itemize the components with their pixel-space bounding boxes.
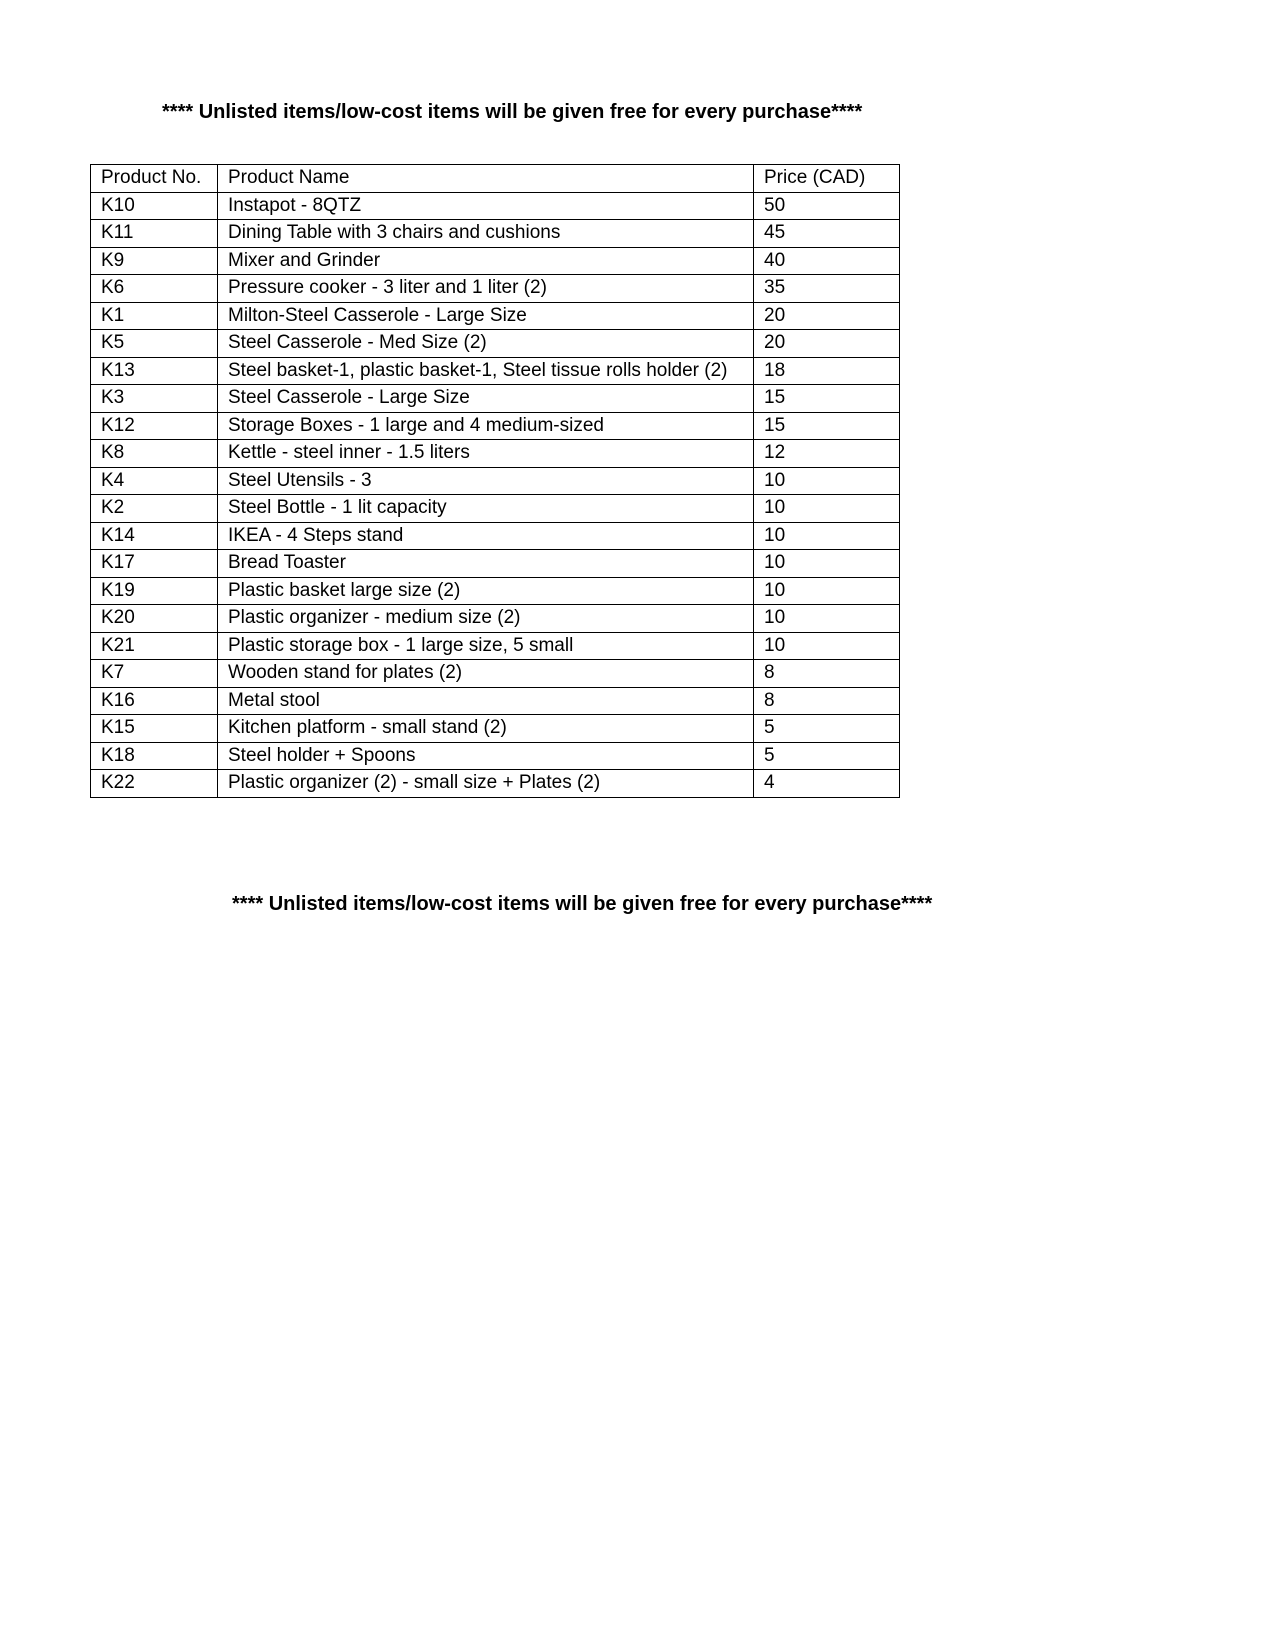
- product-no-cell: K14: [91, 522, 218, 550]
- product-name-cell: Steel Casserole - Large Size: [218, 385, 754, 413]
- price-cell: 18: [754, 357, 900, 385]
- product-name-cell: Steel Casserole - Med Size (2): [218, 330, 754, 358]
- price-cell: 35: [754, 275, 900, 303]
- product-no-cell: K16: [91, 687, 218, 715]
- price-cell: 10: [754, 550, 900, 578]
- product-name-cell: Plastic organizer - medium size (2): [218, 605, 754, 633]
- table-row: [91, 715, 900, 743]
- price-cell: 20: [754, 302, 900, 330]
- product-price-table: [90, 164, 900, 798]
- price-cell: 8: [754, 687, 900, 715]
- product-no-cell: K18: [91, 742, 218, 770]
- free-items-notice-bottom: **** Unlisted items/low-cost items will be given free for every purchase****: [232, 893, 933, 915]
- price-cell: 15: [754, 385, 900, 413]
- price-cell: 15: [754, 412, 900, 440]
- price-cell: 8: [754, 660, 900, 688]
- product-name-cell: Plastic storage box - 1 large size, 5 small: [218, 632, 754, 660]
- product-name-cell: Bread Toaster: [218, 550, 754, 578]
- product-name-cell: Storage Boxes - 1 large and 4 medium-sized: [218, 412, 754, 440]
- product-name-cell: Steel basket-1, plastic basket-1, Steel tissue rolls holder (2): [218, 357, 754, 385]
- table-row: [91, 412, 900, 440]
- product-no-cell: K12: [91, 412, 218, 440]
- table-row: [91, 330, 900, 358]
- product-no-cell: K5: [91, 330, 218, 358]
- table-header-row: [91, 165, 900, 193]
- product-no-cell: K4: [91, 467, 218, 495]
- product-name-cell: Metal stool: [218, 687, 754, 715]
- product-name-cell: Milton-Steel Casserole - Large Size: [218, 302, 754, 330]
- table-row: [91, 302, 900, 330]
- price-cell: 40: [754, 247, 900, 275]
- table-row: [91, 247, 900, 275]
- table-row: [91, 550, 900, 578]
- price-cell: 50: [754, 192, 900, 220]
- price-cell: 10: [754, 632, 900, 660]
- product-name-cell: Plastic organizer (2) - small size + Plates (2): [218, 770, 754, 798]
- table-row: [91, 577, 900, 605]
- product-no-cell: K6: [91, 275, 218, 303]
- free-items-notice-top: **** Unlisted items/low-cost items will be given free for every purchase****: [162, 101, 863, 123]
- product-no-cell: K13: [91, 357, 218, 385]
- product-no-cell: K9: [91, 247, 218, 275]
- product-name-cell: Kitchen platform - small stand (2): [218, 715, 754, 743]
- product-no-cell: K11: [91, 220, 218, 248]
- price-cell: 12: [754, 440, 900, 468]
- product-name-cell: Pressure cooker - 3 liter and 1 liter (2): [218, 275, 754, 303]
- table-row: [91, 495, 900, 523]
- product-no-cell: K7: [91, 660, 218, 688]
- product-name-cell: Plastic basket large size (2): [218, 577, 754, 605]
- product-name-cell: Steel Bottle - 1 lit capacity: [218, 495, 754, 523]
- table-row: [91, 742, 900, 770]
- product-name-cell: Kettle - steel inner - 1.5 liters: [218, 440, 754, 468]
- product-no-cell: K8: [91, 440, 218, 468]
- price-cell: 10: [754, 495, 900, 523]
- product-no-cell: K1: [91, 302, 218, 330]
- product-name-cell: IKEA - 4 Steps stand: [218, 522, 754, 550]
- product-name-cell: Instapot - 8QTZ: [218, 192, 754, 220]
- product-no-cell: K20: [91, 605, 218, 633]
- product-no-cell: K22: [91, 770, 218, 798]
- product-no-cell: K19: [91, 577, 218, 605]
- price-cell: 5: [754, 715, 900, 743]
- price-cell: 20: [754, 330, 900, 358]
- price-cell: 45: [754, 220, 900, 248]
- product-name-cell: Steel Utensils - 3: [218, 467, 754, 495]
- price-cell: 10: [754, 467, 900, 495]
- table-row: [91, 605, 900, 633]
- product-no-cell: K15: [91, 715, 218, 743]
- header-product-name: Product Name: [218, 165, 754, 193]
- product-no-cell: K2: [91, 495, 218, 523]
- product-no-cell: K3: [91, 385, 218, 413]
- price-cell: 5: [754, 742, 900, 770]
- product-no-cell: K21: [91, 632, 218, 660]
- table-row: [91, 440, 900, 468]
- table-row: [91, 385, 900, 413]
- table-row: [91, 192, 900, 220]
- price-cell: 10: [754, 577, 900, 605]
- price-cell: 10: [754, 522, 900, 550]
- table-row: [91, 220, 900, 248]
- table-row: [91, 660, 900, 688]
- product-no-cell: K17: [91, 550, 218, 578]
- table-row: [91, 687, 900, 715]
- header-price: Price (CAD): [754, 165, 900, 193]
- product-name-cell: Dining Table with 3 chairs and cushions: [218, 220, 754, 248]
- table-row: [91, 467, 900, 495]
- table-row: [91, 522, 900, 550]
- header-product-no: Product No.: [91, 165, 218, 193]
- price-cell: 4: [754, 770, 900, 798]
- product-name-cell: Steel holder + Spoons: [218, 742, 754, 770]
- product-name-cell: Mixer and Grinder: [218, 247, 754, 275]
- table-row: [91, 632, 900, 660]
- table-row: [91, 357, 900, 385]
- table-row: [91, 770, 900, 798]
- price-cell: 10: [754, 605, 900, 633]
- table-row: [91, 275, 900, 303]
- product-name-cell: Wooden stand for plates (2): [218, 660, 754, 688]
- product-no-cell: K10: [91, 192, 218, 220]
